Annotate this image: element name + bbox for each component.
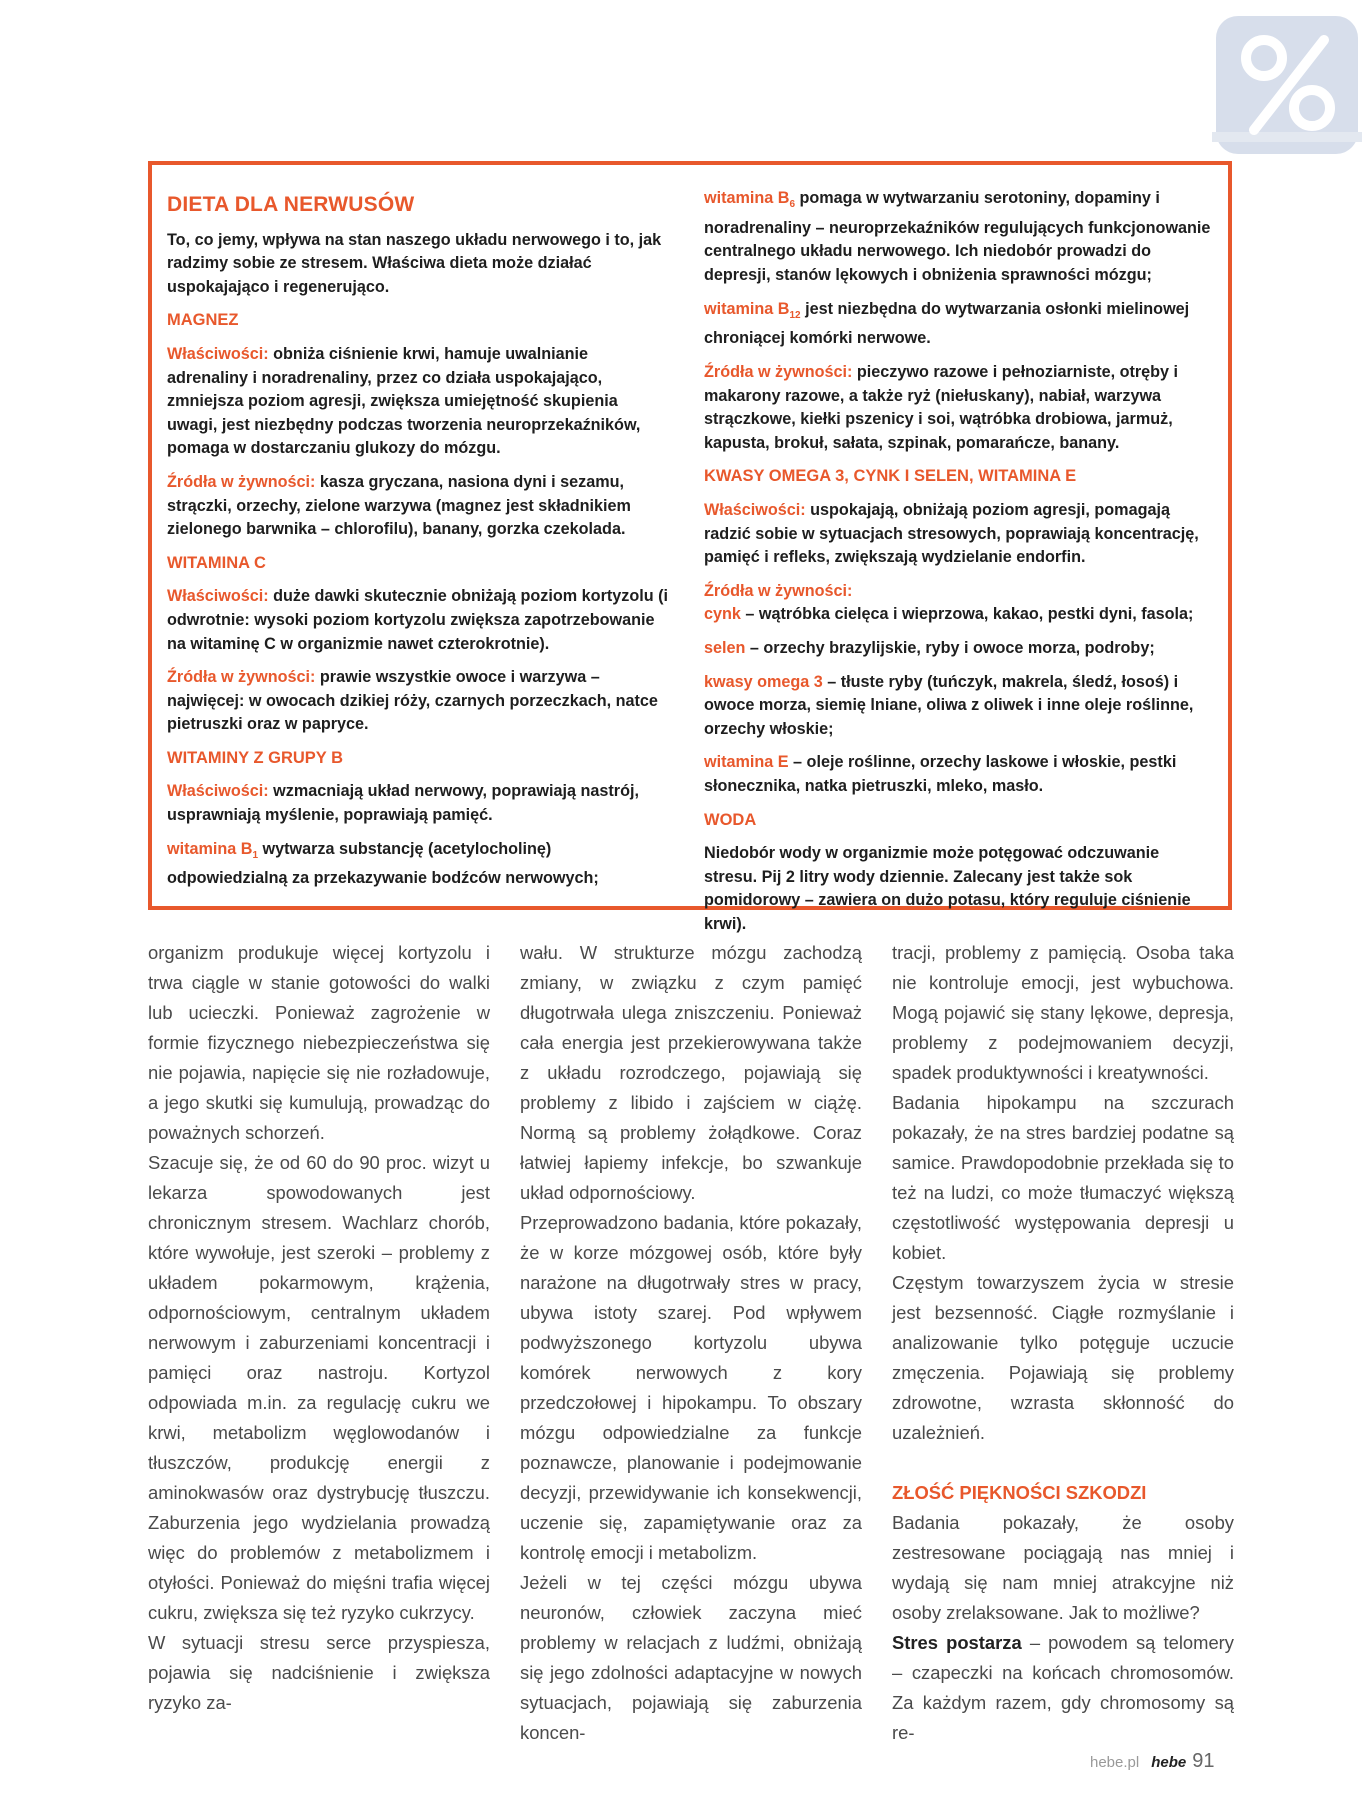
footer-site: hebe.pl	[1090, 1754, 1140, 1771]
page-footer	[1090, 1750, 1240, 1773]
article-paragraph: Badania pokazały, że osoby zestresowane pociągają nas mniej i wydają się nam mniej atrakcyjne niż osoby zrelaksowane. Jak to możliwe?	[892, 1512, 1234, 1623]
article-paragraph: Częstym towarzyszem życia w stresie jest bezsenność. Ciągłe rozmyślanie i analizowanie tylko potęguje uczucie zmęczenia. Pojawiają się problemy zdrowotne, wzrasta skłonność do uzależnień.	[892, 1272, 1234, 1443]
witc-heading: WITAMINA C	[167, 553, 266, 572]
article-paragraph: wału. W strukturze mózgu zachodzą zmiany, w związku z czym pamięć długotrwała ulega zniszczeniu. Ponieważ cała energia jest przekierowywana także z układu rozrodczego, pojawiają się problemy z libido i zajściem w ciążę. Normą są problemy żołądkowe. Coraz łatwiej łapiemy infekcje, bo szwankuje układ odpornościowy.	[520, 942, 862, 1203]
article-column-3	[892, 938, 1234, 1748]
article-paragraph: Stres postarza – powodem są telomery – czapeczki na końcach chromosomów. Za każdym razem, gdy chromosomy są re-	[892, 1632, 1234, 1743]
omega-props: Właściwości: uspokajają, obniżają poziom agresji, pomagają radzić sobie w sytuacjach stresowych, poprawiają koncentrację, pamięć i refleks, zwiększają wydzielanie endorfin.	[704, 501, 1199, 567]
witb-sources: Źródła w żywności: pieczywo razowe i pełnoziarniste, otręby i makarony razowe, a także ryż (niełuskany), nabiał, warzywa strączkowe, kiełki pszenicy i soi, wątróbka drobiowa, jarmuż, kapusta, brokuł, sałata, szpinak, pomarańcze, banany.	[704, 363, 1179, 452]
witb-props: Właściwości: wzmacniają układ nerwowy, poprawiają nastrój, usprawniają myślenie, poprawiają pamięć.	[167, 782, 639, 825]
box-title: DIETA DLA NERWUSÓW	[167, 193, 415, 216]
diet-info-box	[148, 161, 1232, 933]
omega-heading: KWASY OMEGA 3, CYNK I SELEN, WITAMINA E	[704, 467, 1077, 486]
section-heading: ZŁOŚĆ PIĘKNOŚCI SZKODZI	[892, 1482, 1147, 1503]
witc-sources: Źródła w żywności: prawie wszystkie owoce i warzywa – najwięcej: w owocach dzikiej róży, czarnych porzeczkach, natce pietruszki oraz w papryce.	[167, 668, 658, 734]
omega-selen: selen – orzechy brazylijskie, ryby i owoce morza, podroby;	[704, 638, 1155, 657]
box-left-column	[167, 187, 669, 901]
footer-brand: hebe	[1151, 1754, 1187, 1771]
woda-text: Niedobór wody w organizmie może potęgować odczuwanie stresu. Pij 2 litry wody dziennie. Zalecany jest także sok pomidorowy – zawiera on dużo potasu, który reguluje ciśnienie krwi).	[704, 844, 1191, 933]
percent-icon	[1212, 12, 1362, 160]
omega-sources: Źródła w żywności: cynk – wątróbka cielęca i wieprzowa, kakao, pestki dyni, fasola;	[704, 581, 1194, 624]
box-right-column	[704, 187, 1214, 947]
omega-kwasy: kwasy omega 3 – tłuste ryby (tuńczyk, makrela, śledź, łosoś) i owoce morza, siemię lniane, oliwa z oliwek i inne oleje roślinne, orzechy włoskie;	[704, 672, 1194, 738]
article-paragraph: tracji, problemy z pamięcią. Osoba taka nie kontroluje emocji, jest wybuchowa. Mogą pojawić się stany lękowe, depresja, problemy z podejmowaniem decyzji, spadek produktywności i kreatywności.	[892, 942, 1234, 1083]
article-paragraph: Przeprowadzono badania, które pokazały, że w korze mózgowej osób, które były narażone na długotrwały stres w pracy, ubywa istoty szarej. Pod wpływem podwyższonego kortyzolu ubywa komórek nerwowych z kory przedczołowej i hipokampu. To obszary mózgu odpowiedzialne za funkcje poznawcze, planowanie i podejmowanie decyzji, przewidywanie ich konsekwencji, uczenie się, zapamiętywanie oraz za kontrolę emocji i metabolizm.	[520, 1212, 862, 1563]
article-paragraph: Jeżeli w tej części mózgu ubywa neuronów, człowiek zaczyna mieć problemy w relacjach z ludźmi, obniżają się jego zdolności adaptacyjne w nowych sytuacjach, pojawiają się zaburzenia koncen-	[520, 1572, 862, 1743]
article-paragraph: Szacuje się, że od 60 do 90 proc. wizyt u lekarza spowodowanych jest chronicznym stresem. Wachlarz chorób, które wywołuje, jest szeroki – problemy z układem pokarmowym, krążenia, odpornościowym, centralnym układem nerwowym i zaburzeniami koncentracji i pamięci oraz nastroju. Kortyzol odpowiada m.in. za regulację cukru we krwi, metabolizm węglowodanów i tłuszczów, produkcję energii z aminokwasów oraz dystrybucję tłuszczu. Zaburzenia jego wydzielania prowadzą więc do problemów z metabolizmem i otyłości. Ponieważ do mięśni trafia więcej cukru, zwiększa się też ryzyko cukrzycy.	[148, 1152, 490, 1623]
magnez-props: Właściwości: obniża ciśnienie krwi, hamuje uwalnianie adrenaliny i noradrenaliny, przez co działa uspokajająco, zmniejsza poziom agresji, zwiększa umiejętność skupienia uwagi, jest niezbędny podczas tworzenia neuroprzekaźników, pomaga w dostarczaniu glukozy do mózgu.	[167, 344, 641, 458]
woda-heading: WODA	[704, 810, 757, 829]
witb-heading: WITAMINY Z GRUPY B	[167, 748, 344, 767]
omega-wite: witamina E – oleje roślinne, orzechy laskowe i włoskie, pestki słonecznika, natka pietruszki, mleko, masło.	[704, 753, 1177, 795]
magnez-heading: MAGNEZ	[167, 311, 239, 330]
magnez-sources: Źródła w żywności: kasza gryczana, nasiona dyni i sezamu, strączki, orzechy, zielone warzywa (magnez jest składnikiem zielonego barwnika – chlorofilu), banany, gorzka czekolada.	[167, 472, 631, 539]
box-intro: To, co jemy, wpływa na stan naszego układu nerwowego i to, jak radzimy sobie ze stresem. Właściwa dieta może działać uspokajająco i regenerująco.	[167, 230, 662, 296]
page-number: 91	[1192, 1750, 1215, 1772]
percent-logo	[1212, 12, 1362, 160]
article-paragraph: Badania hipokampu na szczurach pokazały, że na stres bardziej podatne są samice. Prawdopodobnie przekłada się to też na ludzi, co może tłumaczyć większą częstotliwość występowania depresji u kobiet.	[892, 1092, 1234, 1263]
article-column-2	[520, 938, 862, 1748]
witb-b12: witamina $B_{12}$ jest niezbędna do wytwarzania osłonki mielinowej chroniącej komórki nerwowe.	[704, 299, 1190, 348]
article-paragraph: organizm produkuje więcej kortyzolu i trwa ciągle w stanie gotowości do walki lub ucieczki. Ponieważ zagrożenie w formie fizycznego niebezpieczeństwa się nie pojawia, napięcie się nie rozładowuje, a jego skutki się kumulują, prowadząc do poważnych schorzeń.	[148, 942, 490, 1143]
article-paragraph: W sytuacji stresu serce przyspiesza, pojawia się nadciśnienie i zwiększa ryzyko za-	[148, 1632, 490, 1713]
witc-props: Właściwości: duże dawki skutecznie obniżają poziom kortyzolu (i odwrotnie: wysoki poziom kortyzolu zwiększa zapotrzebowanie na witaminę C w organizmie nawet czterokrotnie).	[167, 587, 669, 653]
article-column-1	[148, 938, 490, 1718]
witb-b1: witamina $B_1$ wytwarza substancję (acetylocholinę) odpowiedzialną za przekazywanie bodźców nerwowych;	[167, 839, 599, 888]
witb-b6: witamina $B_6$ pomaga w wytwarzaniu serotoniny, dopaminy i noradrenaliny – neuroprzekaźników regulujących funkcjonowanie centralnego układu nerwowego. Ich niedobór prowadzi do depresji, stanów lękowych i obniżenia sprawności mózgu;	[704, 189, 1211, 285]
